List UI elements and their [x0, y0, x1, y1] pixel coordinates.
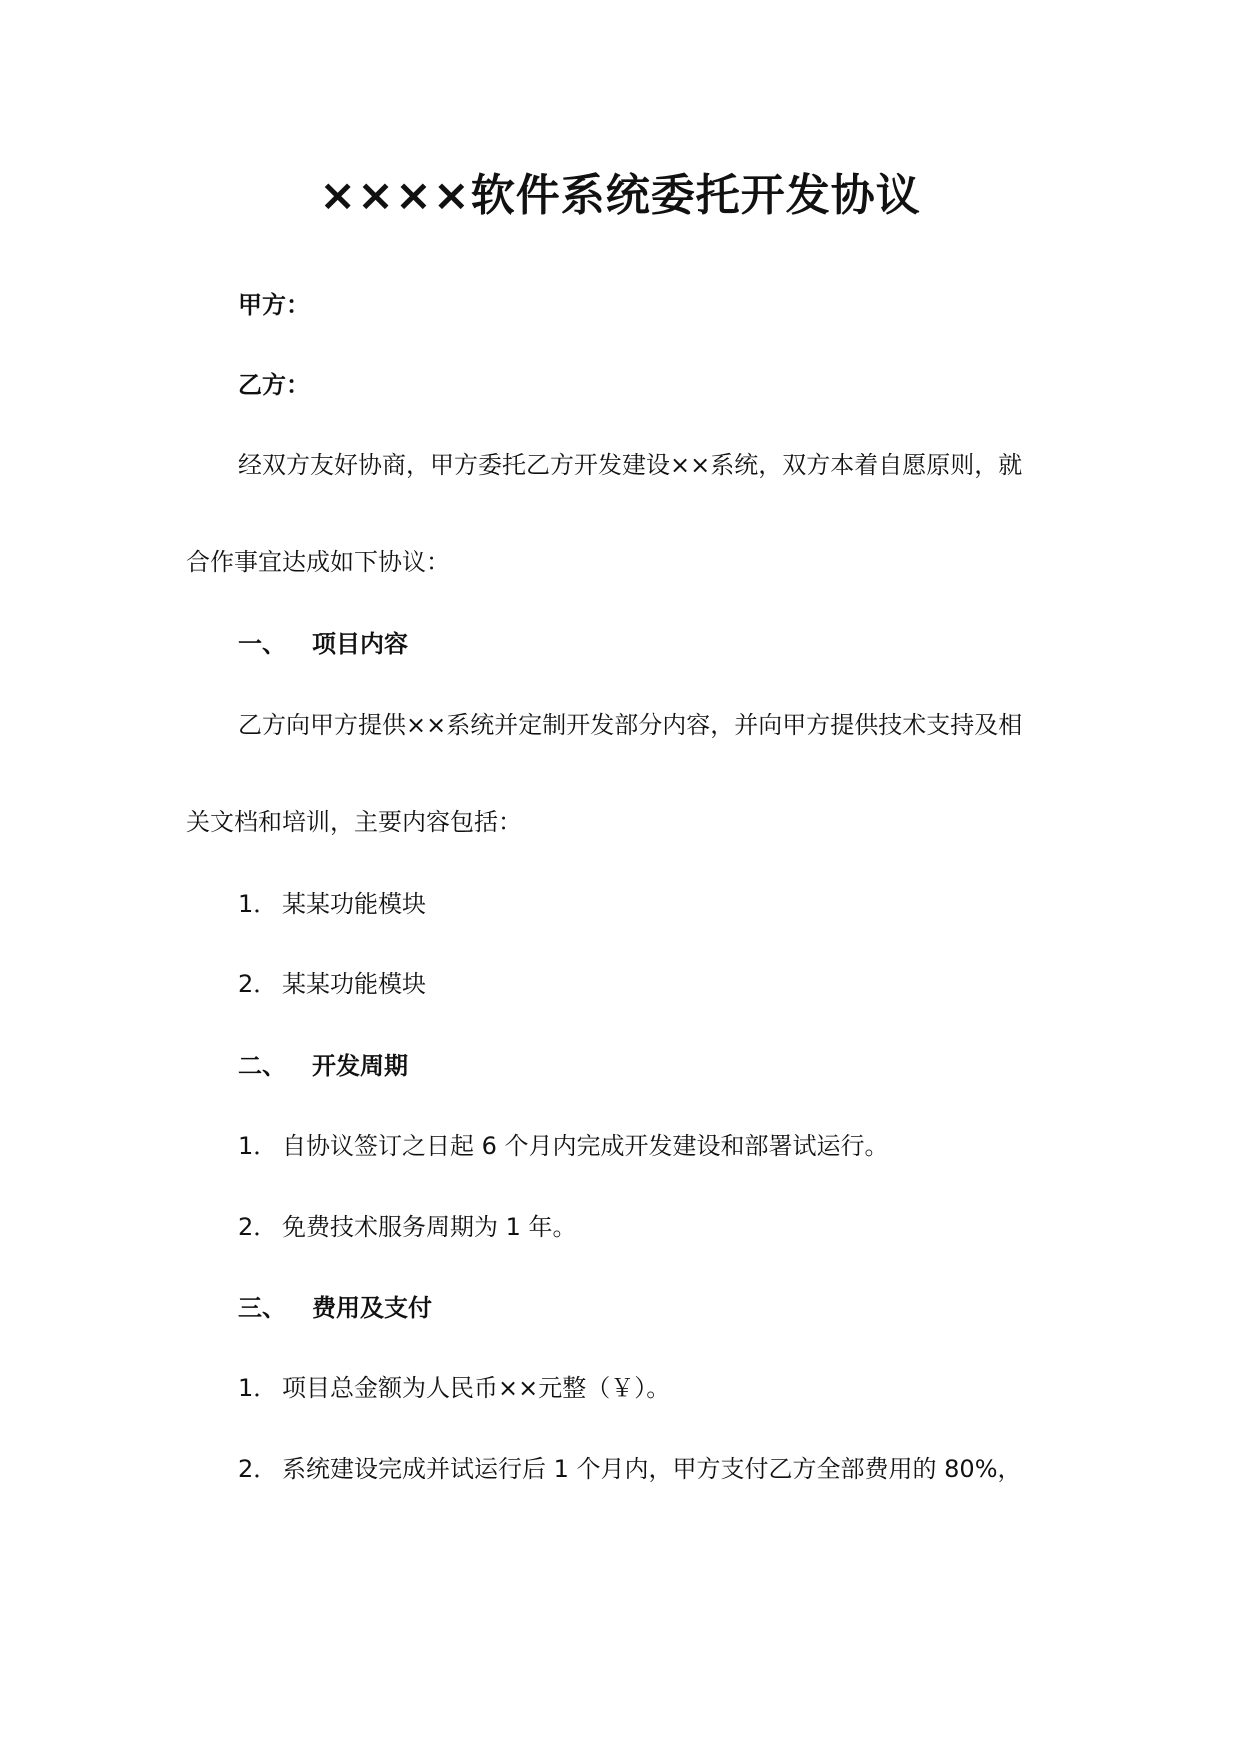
list-item-text: 系统建设完成并试运行后 1 个月内，甲方支付乙方全部费用的 80%，: [282, 1455, 1022, 1483]
list-item-number: 2．: [238, 1213, 278, 1241]
list-item-number: 2．: [238, 970, 278, 998]
list-item: [238, 1371, 670, 1405]
list-item-text: 项目总金额为人民币××元整（￥）。: [282, 1374, 671, 1402]
section-title: 开发周期: [312, 1052, 408, 1080]
list-item-number: 1．: [238, 890, 278, 918]
list-item-number: 1．: [238, 1132, 278, 1160]
section-title: 项目内容: [312, 630, 408, 658]
section-heading-3: [238, 1291, 432, 1325]
section-number: 三、: [238, 1294, 286, 1322]
list-item: [238, 967, 426, 1001]
section-number: 一、: [238, 630, 286, 658]
section-title: 费用及支付: [312, 1294, 432, 1322]
section-1-body-line-2: 关文档和培训，主要内容包括：: [186, 808, 522, 836]
list-item: [238, 1129, 889, 1163]
section-1-body-line-1: 乙方向甲方提供××系统并定制开发部分内容，并向甲方提供技术支持及相: [238, 711, 1023, 739]
list-item-text: 自协议签订之日起 6 个月内完成开发建设和部署试运行。: [282, 1132, 889, 1160]
list-item: [238, 1210, 577, 1244]
section-number: 二、: [238, 1052, 286, 1080]
document-title: ××××软件系统委托开发协议: [319, 170, 921, 221]
list-item-number: 1．: [238, 1374, 278, 1402]
list-item: [238, 1452, 1022, 1486]
list-item-text: 免费技术服务周期为 1 年。: [282, 1213, 577, 1241]
section-heading-1: [238, 627, 408, 661]
party-a-label: 甲方：: [238, 291, 310, 319]
list-item-number: 2．: [238, 1455, 278, 1483]
list-item-text: 某某功能模块: [282, 890, 426, 918]
list-item: [238, 887, 426, 921]
party-b-label: 乙方：: [238, 371, 310, 399]
list-item-text: 某某功能模块: [282, 970, 426, 998]
intro-paragraph-line-1: 经双方友好协商，甲方委托乙方开发建设××系统，双方本着自愿原则，就: [238, 451, 1023, 479]
section-heading-2: [238, 1049, 408, 1083]
intro-paragraph-line-2: 合作事宜达成如下协议：: [186, 548, 450, 576]
